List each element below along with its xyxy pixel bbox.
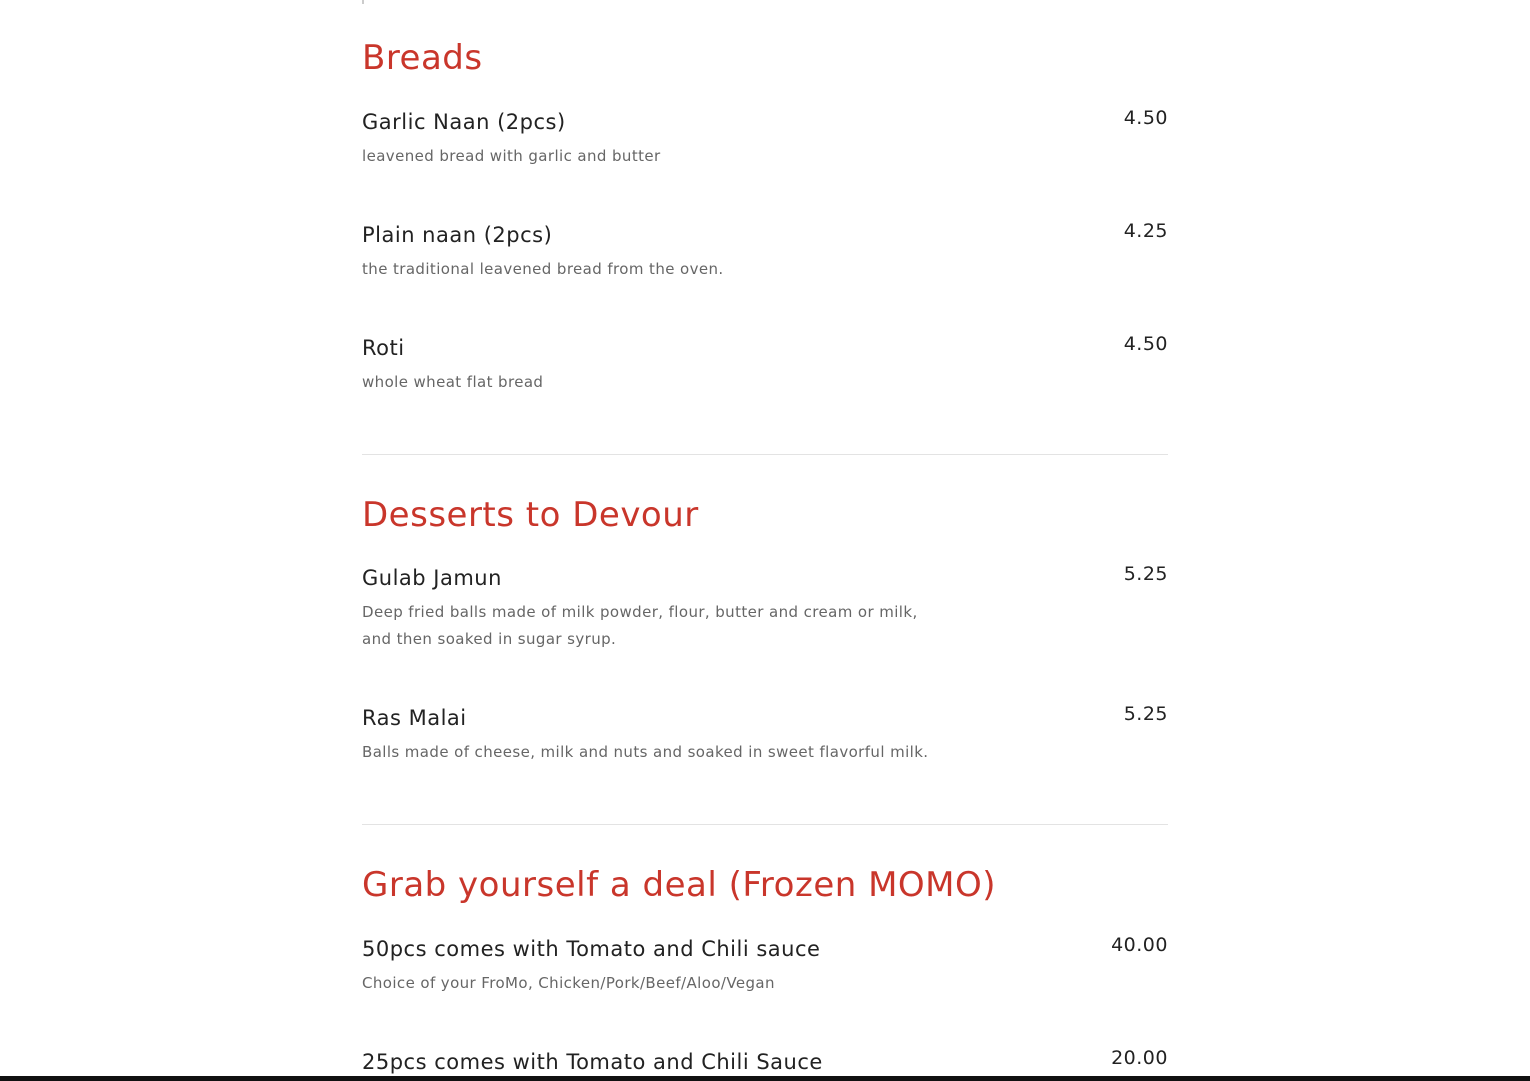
- section-title: Grab yourself a deal (Frozen MOMO): [362, 865, 997, 905]
- menu-item: [362, 335, 1168, 396]
- menu-list: [362, 0, 1168, 1075]
- item-description: Deep fried balls made of milk powder, flour, butter and cream or milk, and then soaked in sugar syrup.: [362, 603, 918, 648]
- menu-section-frozen-momo: [362, 825, 1168, 1075]
- item-price: 4.25: [1123, 220, 1168, 242]
- item-price: 40.00: [1111, 934, 1168, 956]
- section-title: Breads: [362, 38, 483, 78]
- item-price: 5.25: [1123, 703, 1168, 725]
- bottom-bar: [0, 1076, 1530, 1081]
- item-price: 5.25: [1123, 563, 1168, 585]
- menu-item: [362, 936, 1168, 997]
- item-name: Plain naan (2pcs): [362, 223, 553, 247]
- item-name: 50pcs comes with Tomato and Chili sauce: [362, 937, 821, 961]
- item-name: Roti: [362, 336, 405, 360]
- item-price: 4.50: [1123, 333, 1168, 355]
- item-price: 4.50: [1123, 107, 1168, 129]
- item-price: 20.00: [1111, 1047, 1168, 1069]
- menu-item: [362, 109, 1168, 170]
- menu-item: [362, 705, 1168, 766]
- menu-item: [362, 565, 1168, 653]
- item-name: 25pcs comes with Tomato and Chili Sauce: [362, 1050, 823, 1074]
- item-description: Balls made of cheese, milk and nuts and soaked in sweet flavorful milk.: [362, 743, 929, 761]
- item-name: Ras Malai: [362, 706, 467, 730]
- item-name: Gulab Jamun: [362, 566, 502, 590]
- item-description: whole wheat flat bread: [362, 373, 544, 391]
- section-title: Desserts to Devour: [362, 495, 699, 535]
- item-description: leavened bread with garlic and butter: [362, 147, 661, 165]
- item-description: Choice of your FroMo, Chicken/Pork/Beef/Aloo/Vegan: [362, 974, 775, 992]
- item-name: Garlic Naan (2pcs): [362, 110, 566, 134]
- item-description: the traditional leavened bread from the oven.: [362, 260, 724, 278]
- menu-item: [362, 1049, 1168, 1075]
- menu-item: [362, 222, 1168, 283]
- menu-section-desserts: [362, 455, 1168, 766]
- menu-section-breads: [362, 0, 1168, 396]
